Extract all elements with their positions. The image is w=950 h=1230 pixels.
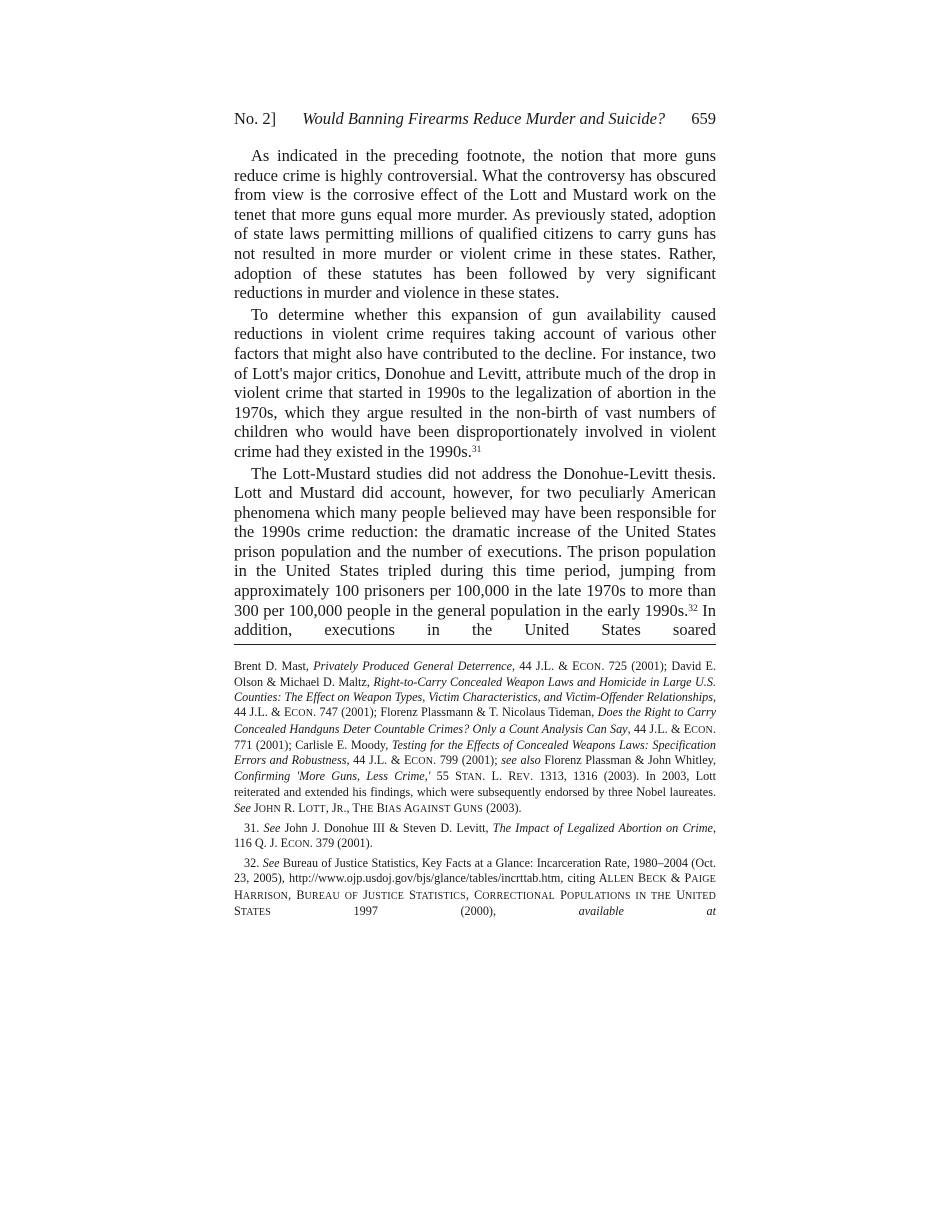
fn-smallcaps: OPULATIONS IN THE: [566, 890, 672, 902]
fn-smallcaps: ARRISON: [242, 890, 289, 902]
issue-number: No. 2]: [234, 109, 277, 128]
fn-smallcaps: USTICE: [367, 890, 405, 902]
fn-smallcaps: CON: [411, 756, 434, 768]
fn-italic: The Impact of Legalized Abortion on Crime: [492, 820, 713, 835]
fn-text: . 747 (2001); Florenz Plassmann & T. Nicolaus Tideman,: [313, 705, 598, 720]
fn-text: , 44 J.L. & E: [234, 690, 716, 720]
fn-text: 55 S: [430, 769, 462, 784]
fn-text: , 44 J.L. & E: [512, 658, 580, 673]
fn-italic: available at: [578, 903, 716, 918]
fn-text: & P: [666, 871, 692, 886]
fn-text: B: [373, 800, 385, 815]
fn-text: , C: [465, 887, 483, 902]
fn-text: A: [401, 800, 413, 815]
fn-smallcaps: LLEN: [607, 874, 634, 886]
footnote-ref-32: 32: [688, 603, 698, 614]
fn-italic: Privately Produced General Deterrence: [313, 658, 513, 673]
fn-text: , 44 J.L. & E: [627, 721, 692, 736]
paragraph-1-text: As indicated in the preceding footnote, the notion that more guns reduce crime is highly controversial. What the controversy has obscured from view is the corrosive effect of the Lott and Mustard work on the tenet that more guns equal more murder. As previously stated, adoption of state laws permitting millions of qualified citizens to carry guns has not resulted in more murder or violent crime in these states. Rather, adoption of these statutes has been followed by very significant reductions in murder and violence in these states.: [234, 146, 716, 303]
fn-text: R. L: [280, 800, 306, 815]
fn-text: , 44 J.L. & E: [346, 753, 412, 768]
footnote-continued: [234, 659, 716, 817]
fn-text: ., T: [343, 800, 360, 815]
fn-text: , 116 Q. J. E: [234, 820, 716, 851]
paragraph-2: [234, 305, 716, 462]
fn-smallcaps: CON: [288, 839, 310, 851]
fn-text: 1997 (2000),: [270, 903, 579, 918]
fn-text: . 799 (2001);: [433, 753, 502, 768]
fn-text: S: [234, 903, 241, 918]
footnote-rule: [234, 644, 716, 645]
footnote-number: 31.: [244, 820, 264, 835]
fn-smallcaps: ECK: [646, 874, 667, 886]
fn-text: Florenz Plassman & John Whitley,: [540, 753, 716, 768]
paragraph-3-end: In addition, executions in the United States soared: [234, 600, 716, 640]
fn-smallcaps: ORRECTIONAL: [482, 890, 555, 902]
fn-text: (2003).: [483, 800, 522, 815]
page: [234, 108, 716, 924]
fn-smallcaps: R: [336, 803, 344, 815]
footnote-32: [234, 856, 716, 920]
footnote-number: 32.: [244, 856, 263, 871]
running-header: [234, 108, 716, 130]
fn-text: P: [554, 887, 567, 902]
running-title: Would Banning Firearms Reduce Murder and Suicide?: [302, 109, 666, 128]
fn-italic: See: [262, 856, 280, 871]
footnote-ref-31: 31: [471, 444, 482, 455]
paragraph-3: [234, 464, 716, 640]
fn-text: . L. R: [482, 769, 517, 784]
fn-text: . 1313, 1316 (2003). In 2003, Lott reiterated and extended his findings, which were subsequently endorsed by three Nobel laureates.: [234, 769, 716, 800]
fn-smallcaps: EV: [516, 772, 531, 784]
fn-italic: See: [234, 800, 251, 815]
fn-italic: Confirming 'More Guns, Less Crime,': [234, 769, 431, 784]
fn-smallcaps: UREAU OF: [304, 890, 358, 902]
fn-smallcaps: TATES: [240, 906, 271, 918]
page-number: 659: [691, 109, 716, 128]
fn-text: John J. Donohue III & Steven D. Levitt,: [280, 820, 493, 835]
fn-text: . 379 (2001).: [309, 836, 373, 851]
fn-italic: Does the Right to Carry Concealed Handguns Deter Countable Crimes? Only a Count Analysis Can Say: [234, 705, 716, 736]
fn-smallcaps: OHN: [258, 803, 281, 815]
fn-italic: See: [263, 820, 281, 835]
body-text: [234, 146, 716, 640]
fn-text: U: [671, 887, 686, 902]
fn-text: , B: [288, 887, 305, 902]
fn-text: . 725 (2001); David E. Olson & Michael D. Maltz,: [234, 658, 716, 690]
fn-text: H: [234, 887, 243, 902]
fn-smallcaps: OTT: [305, 803, 326, 815]
fn-italic: Testing for the Effects of Concealed Weapons Laws: Specification Errors and Robustness: [234, 737, 716, 768]
fn-smallcaps: HE: [359, 803, 374, 815]
paragraph-1: [234, 146, 716, 303]
fn-smallcaps: CON: [691, 724, 713, 736]
fn-text: Bureau of Justice Statistics, Key Facts at a Glance: Incarceration Rate, 1980–2004 (Oct. 23, 2005), http://www.ojp.usdoj.gov/bjs/glance/tables/incrttab.htm, citing A: [234, 856, 716, 886]
fn-smallcaps: IAS: [384, 803, 402, 815]
fn-smallcaps: GAINST: [412, 803, 451, 815]
fn-text: B: [633, 871, 647, 886]
footnotes: [234, 659, 716, 920]
fn-text: J: [357, 887, 368, 902]
paragraph-3-text: The Lott-Mustard studies did not address the Donohue-Levitt thesis. Lott and Mustard did account, however, for two peculiarly American phenomena which many people believed may have been responsible for the 1990s crime reduction: the dramatic increase of the United States prison population and the number of executions. The prison population in the United States tripled during this time period, jumping from approximately 100 prisoners per 100,000 in the late 1970s to more than 300 per 100,000 people in the general population in the early 1990s.: [234, 463, 716, 620]
fn-smallcaps: CON: [291, 708, 314, 720]
fn-text: G: [450, 800, 463, 815]
fn-smallcaps: TATISTICS: [415, 890, 466, 902]
fn-text: S: [404, 887, 416, 902]
fn-smallcaps: UNS: [462, 803, 484, 815]
paragraph-2-text: To determine whether this expansion of gun availability caused reductions in violent crime requires taking account of various other factors that might also have contributed to the decline. For instance, two of Lott's major critics, Donohue and Levitt, attribute much of the drop in violent crime that started in 1990s to the legalization of abortion in the 1970s, which they argue resulted in the non-birth of vast numbers of children who would have been disproportionately involved in violent crime had they existed in the 1990s.: [234, 304, 716, 461]
fn-smallcaps: AIGE: [691, 874, 716, 886]
fn-smallcaps: NITED: [685, 890, 717, 902]
fn-smallcaps: CON: [579, 661, 602, 673]
fn-text: Brent D. Mast,: [234, 658, 314, 673]
fn-text: , J: [325, 800, 337, 815]
fn-italic: Right-to-Carry Concealed Weapon Laws and Homicide in Large U.S. Counties: The Effect on Weapon Types, Victim Characteristics, and Victim-Offender Relationships: [234, 675, 716, 705]
footnote-31: [234, 821, 716, 852]
fn-smallcaps: TAN: [461, 772, 483, 784]
fn-text: J: [250, 800, 259, 815]
fn-italic: see also: [501, 753, 541, 768]
fn-text: . 771 (2001); Carlisle E. Moody,: [234, 721, 716, 752]
